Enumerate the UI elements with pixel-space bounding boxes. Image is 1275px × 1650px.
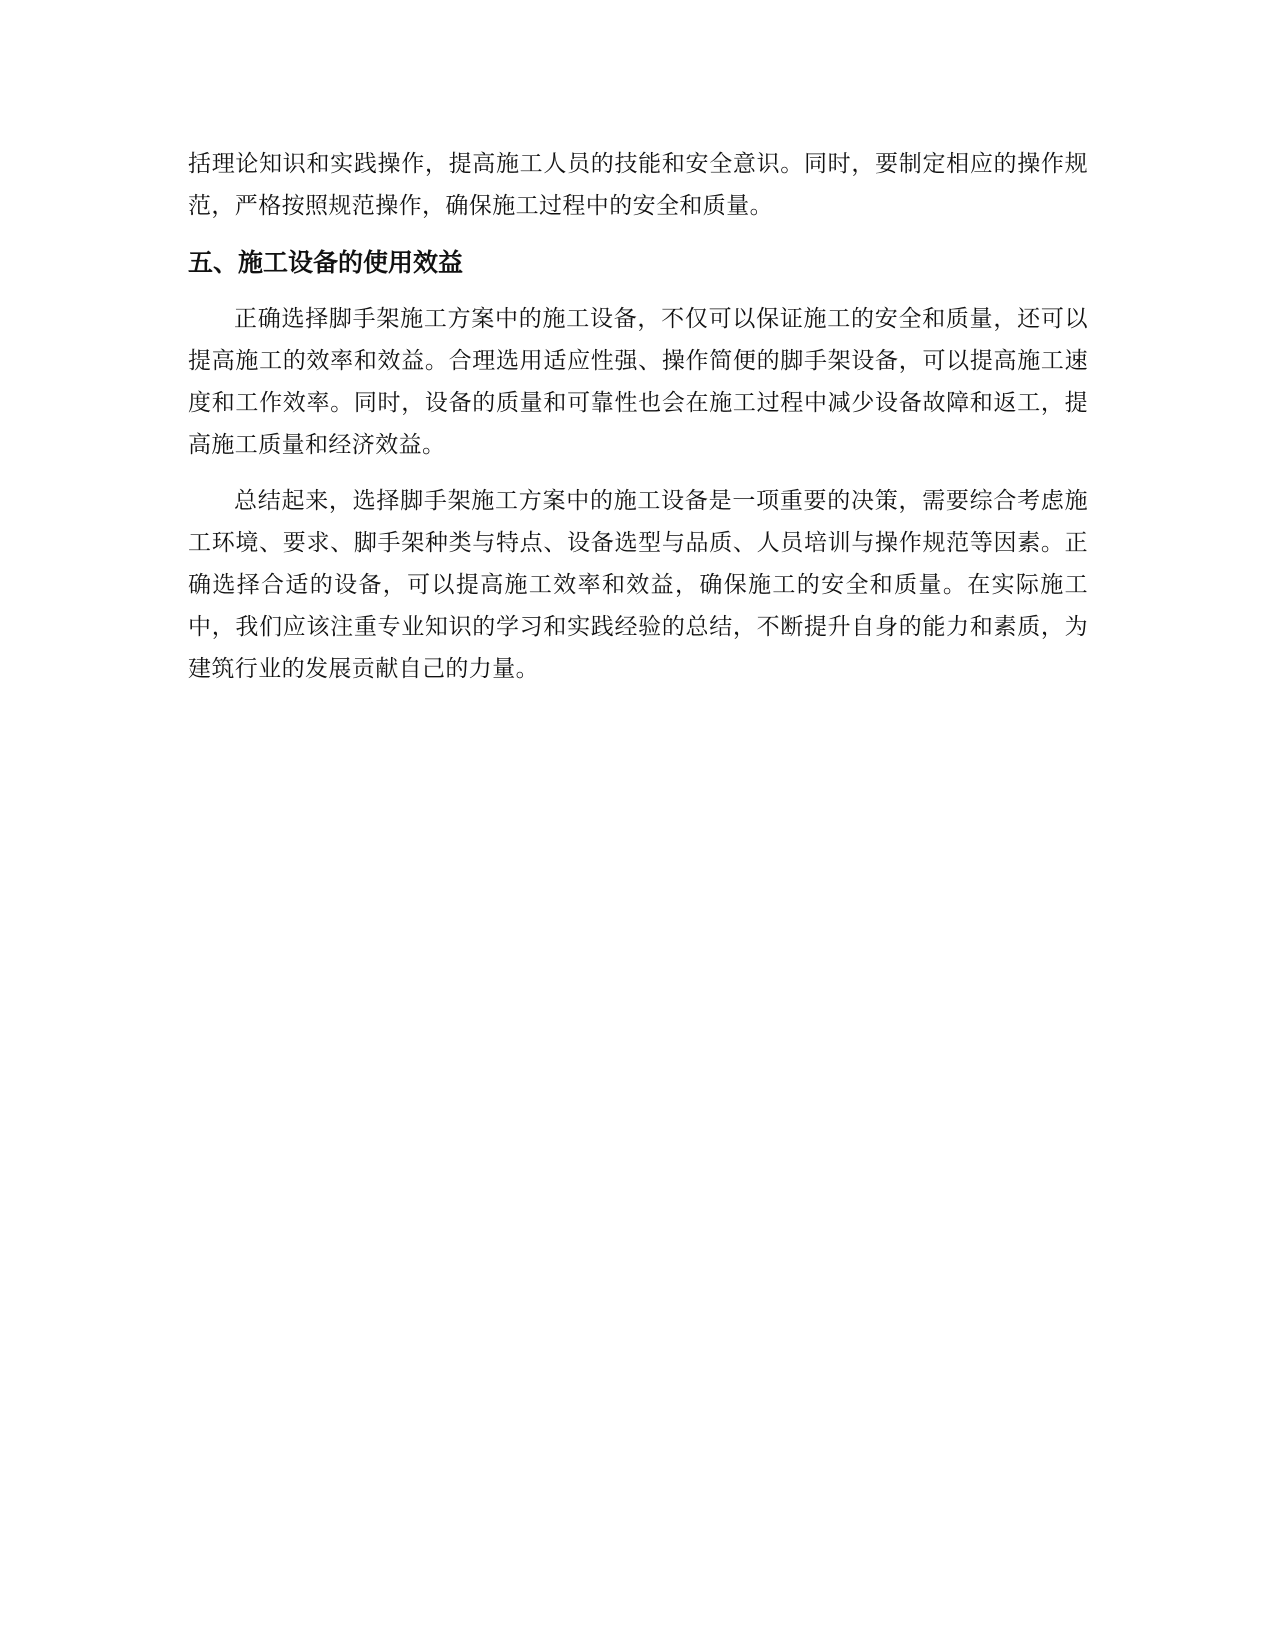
continuation-paragraph: 括理论知识和实践操作，提高施工人员的技能和安全意识。同时，要制定相应的操作规范，严格按照规范操作，确保施工过程中的安全和质量。 (188, 151, 1088, 219)
body-paragraph-1: 正确选择脚手架施工方案中的施工设备，不仅可以保证施工的安全和质量，还可以提高施工的效率和效益。合理选用适应性强、操作简便的脚手架设备，可以提高施工速度和工作效率。同时，设备的质量和可靠性也会在施工过程中减少设备故障和返工，提高施工质量和经济效益。 (188, 306, 1088, 458)
section-heading: 五、施工设备的使用效益 (188, 248, 464, 277)
document-page (188, 143, 1088, 690)
body-paragraph-2: 总结起来，选择脚手架施工方案中的施工设备是一项重要的决策，需要综合考虑施工环境、要求、脚手架种类与特点、设备选型与品质、人员培训与操作规范等因素。正确选择合适的设备，可以提高施工效率和效益，确保施工的安全和质量。在实际施工中，我们应该注重专业知识的学习和实践经验的总结，不断提升自身的能力和素质，为建筑行业的发展贡献自己的力量。 (188, 488, 1088, 682)
